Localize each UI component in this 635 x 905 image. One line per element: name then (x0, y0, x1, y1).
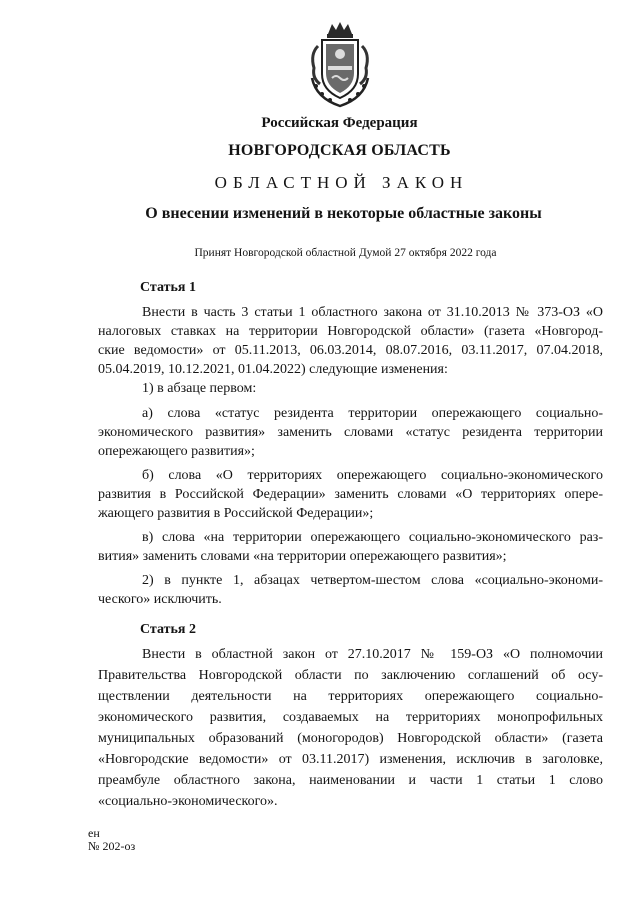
article-2-line: преамбуле областного закона, наименовании и части 1 статьи 1 слово (98, 773, 603, 788)
article-2-heading: Статья 2 (140, 622, 196, 637)
article-1-line: вития» заменить словами «на территории опережающего развития»; (98, 549, 507, 564)
article-1-line: б) слова «О территориях опережающего социально-экономического (142, 468, 603, 483)
article-1-line: экономического развития» заменить словами «статус резидента территории (98, 425, 603, 440)
article-2-line: ществлении деятельности на территориях опережающего социально- (98, 689, 603, 704)
law-number: № 202-оз (88, 839, 136, 853)
article-1-line: Внести в часть 3 статьи 1 областного закона от 31.10.2013 № 373-ОЗ «О (142, 305, 603, 320)
law-type-heading: ОБЛАСТНОЙ ЗАКОН (214, 173, 469, 192)
article-1-line: 1) в абзаце первом: (142, 381, 257, 396)
article-2-line: «Новгородские ведомости» от 03.11.2017) изменения, исключив в заголовке, (98, 752, 603, 767)
law-title: О внесении изменений в некоторые областные законы (145, 205, 542, 222)
region-heading: НОВГОРОДСКАЯ ОБЛАСТЬ (228, 142, 451, 159)
article-1-heading: Статья 1 (140, 280, 196, 295)
article-1-line: 2) в пункте 1, абзацах четвертом-шестом слова «социально-экономи- (142, 573, 603, 588)
article-2-line: муниципальных образований (моногородов) Новгородской области» (газета (98, 731, 603, 746)
article-1-line: налоговых ставках на территории Новгородской области» (газета «Новгород- (98, 324, 603, 339)
adoption-note: Принят Новгородской областной Думой 27 октября 2022 года (194, 247, 497, 259)
article-1-line: жающего развития в Российской Федерации»; (98, 506, 374, 521)
article-1-line: 05.04.2019, 10.12.2021, 01.04.2022) следующие изменения: (98, 362, 448, 377)
article-2-line: экономического развития, создаваемых на территориях монопрофильных (98, 710, 603, 725)
article-2-line: Внести в областной закон от 27.10.2017 № 159-ОЗ «О полномочии (142, 647, 603, 662)
article-1-line: опережающего развития»; (98, 444, 255, 459)
article-1-line: ческого» исключить. (98, 592, 222, 607)
article-2-line: Правительства Новгородской области по заключению соглашений об осу- (98, 668, 603, 683)
federation-heading: Российская Федерация (261, 115, 418, 131)
article-1-line: развития в Российской Федерации» заменить словами «О территориях опере- (98, 487, 603, 502)
article-1-line: а) слова «статус резидента территории опережающего социально- (142, 406, 603, 421)
article-1-line: в) слова «на территории опережающего социально-экономического раз- (142, 530, 603, 545)
article-1-line: ские ведомости» от 05.11.2013, 06.03.2014, 08.07.2016, 03.11.2017, 07.04.2018, (98, 343, 603, 358)
coat-of-arms-emblem (302, 20, 378, 108)
executor-initials: ен (88, 826, 100, 840)
article-2-line: «социально-экономического». (98, 794, 278, 809)
